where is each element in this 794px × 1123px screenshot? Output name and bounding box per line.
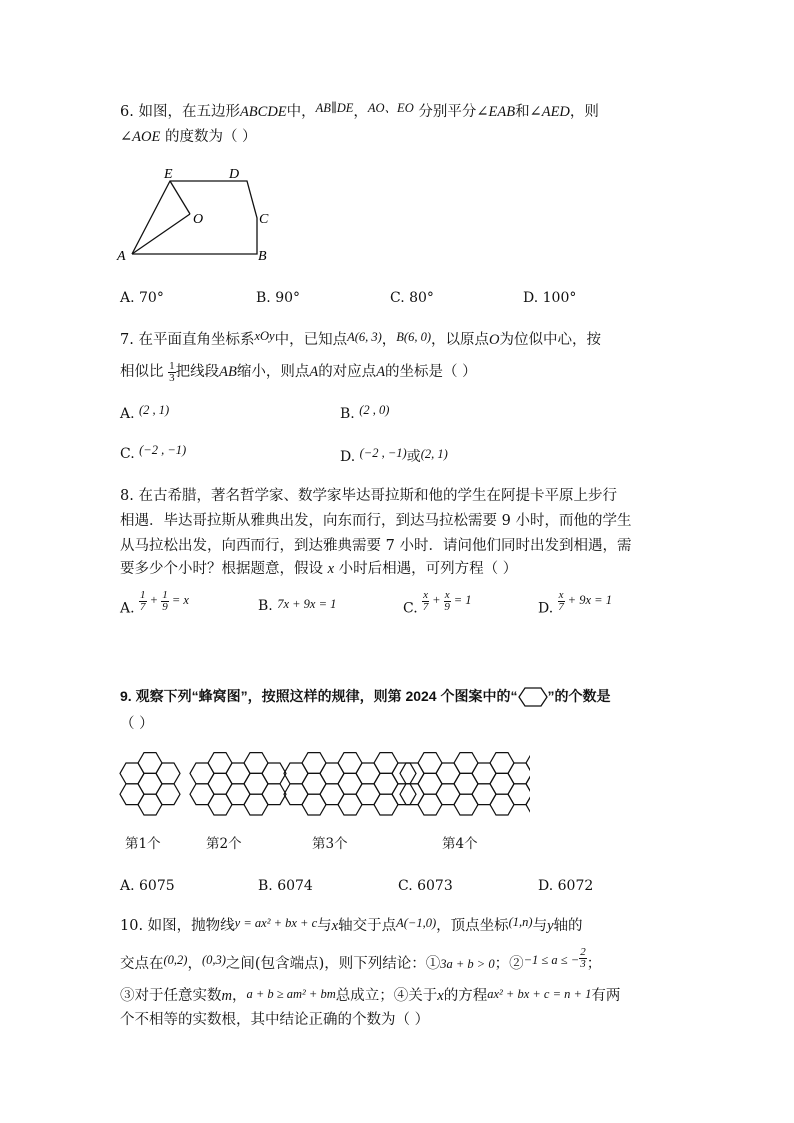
q8-option-b[interactable]: B. 7x + 9x = 1 xyxy=(258,597,337,614)
q7-option-a[interactable]: A. (2 , 1) xyxy=(120,403,170,422)
caption-4: 第4个 xyxy=(442,836,478,852)
q10-stem-line4: 个不相等的实数根，其中结论正确的个数为（ ） xyxy=(120,1012,430,1028)
label-D: D xyxy=(229,167,240,182)
q7-stem-line1: 7. 在平面直角坐标系xOy中，已知点A(6, 3)，B(6, 0)，以原点O为位似中心，按 xyxy=(120,329,601,348)
q9-option-a[interactable]: A. 6075 xyxy=(120,878,175,894)
label-C: C xyxy=(259,212,269,227)
q6-option-c[interactable]: C. 80° xyxy=(390,290,434,306)
honeycomb-cell xyxy=(156,784,180,805)
label-O: O xyxy=(193,212,204,227)
q10-stem-line1: 10. 如图，抛物线y = ax² + bx + c与x轴交于点A(−1,0)，顶点坐标(1,n)与y轴的 xyxy=(120,915,583,934)
q9-stem-line1: 9. 观察下列“蜂窝图”，按照这样的规律，则第 2024 个图案中的“ ”的个数是 xyxy=(120,686,611,708)
q7-option-c[interactable]: C. (−2 , −1) xyxy=(120,443,187,462)
honeycomb-figures xyxy=(110,745,530,825)
honeycomb-cell xyxy=(508,784,530,805)
caption-3: 第3个 xyxy=(312,836,348,852)
honeycomb-cell xyxy=(508,763,530,784)
honeycomb-cell xyxy=(526,794,530,815)
q8-stem-line1: 8. 在古希腊，著名哲学家、数学家毕达哥拉斯和他的学生在阿提卡平原上步行 xyxy=(120,488,617,504)
q9-option-b[interactable]: B. 6074 xyxy=(258,878,313,894)
q9-option-c[interactable]: C. 6073 xyxy=(398,878,453,894)
q8-option-d[interactable]: D. $\frac{x}{7}$ + 9x = 1 xyxy=(538,589,612,617)
label-E: E xyxy=(164,167,173,182)
honeycomb-cell xyxy=(262,784,286,805)
q6-stem-line1: 6. 如图，在五边形ABCDE中，AB∥DE，AO、EO 分别平分∠EAB和∠AED，则 xyxy=(120,101,599,120)
label-A: A xyxy=(117,249,126,264)
q6-stem-line2: ∠AOE 的度数为（ ） xyxy=(120,129,257,145)
q9-stem-line2: （ ） xyxy=(120,716,154,732)
caption-1: 第1个 xyxy=(125,836,161,852)
q10-stem-line2: 交点在(0,2)，(0,3)之间(包含端点)，则下列结论：①3a + b > 0；②−1 ≤ a ≤ − $\frac{2}{3}$ ； xyxy=(120,945,602,972)
ratio-fraction: $\frac{1}{3}$ xyxy=(169,359,175,384)
q8-option-a[interactable]: A. $\frac{1}{7}$ + $\frac{1}{9}$ = x xyxy=(120,589,189,617)
q8-option-c[interactable]: C. $\frac{x}{7}$ + $\frac{x}{9}$ = 1 xyxy=(403,589,472,617)
q8-stem-line4: 要多少个小时？根据题意，假设 x 小时后相遇，可列方程（ ） xyxy=(120,561,518,577)
caption-2: 第2个 xyxy=(206,836,242,852)
q7-option-d[interactable]: D. (−2 , −1)或(2, 1) xyxy=(340,446,448,465)
q8-stem-line3: 从马拉松出发，向西而行，到达雅典需要 7 小时．请问他们同时出发到相遇，需 xyxy=(120,538,632,554)
pentagon-figure xyxy=(112,160,282,270)
q6-option-b[interactable]: B. 90° xyxy=(256,290,301,306)
honeycomb-cell xyxy=(526,773,530,794)
q7-option-b[interactable]: B. (2 , 0) xyxy=(340,403,390,422)
q10-stem-line3: ③对于任意实数m，a + b ≥ am² + bm总成立；④关于x的方程ax² + bx + c = n + 1有两 xyxy=(120,987,621,1004)
q6-option-d[interactable]: D. 100° xyxy=(523,290,577,306)
q8-stem-line2: 相遇．毕达哥拉斯从雅典出发，向东而行，到达马拉松需要 9 小时，而他的学生 xyxy=(120,513,632,529)
q9-option-d[interactable]: D. 6072 xyxy=(538,878,594,894)
label-B: B xyxy=(258,249,267,264)
honeycomb-cell xyxy=(156,763,180,784)
q7-stem-line2: 相似比 $\frac{1}{3}$ 把线段AB缩小，则点A的对应点A的坐标是（ ） xyxy=(120,359,477,384)
hexagon-icon xyxy=(518,686,548,708)
honeycomb-cell xyxy=(262,763,286,784)
honeycomb-cell xyxy=(526,753,530,774)
q6-option-a[interactable]: A. 70° xyxy=(120,290,164,306)
